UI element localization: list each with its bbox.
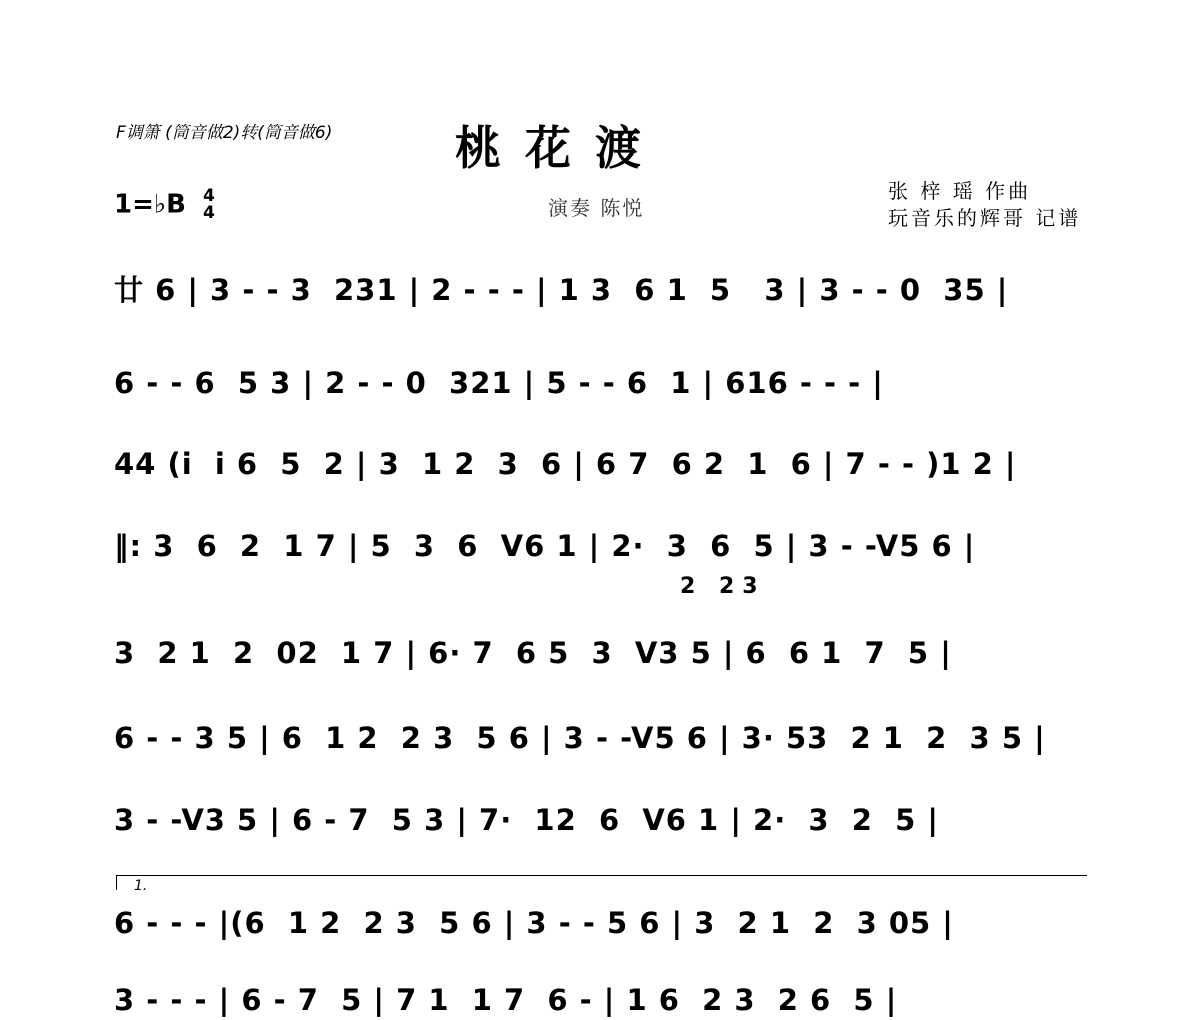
staff-line-1: 廿 6 | 3 - - 3 231 | 2 - - - | 1 3 6 1 5 3 | 3 - - 0 35 | [114, 273, 1009, 307]
volta-label: 1. [134, 878, 148, 894]
staff-line-2: 6 - - 6 5 3 | 2 - - 0 321 | 5 - - 6 1 | 616 - - - | [114, 366, 884, 400]
key-signature-text: 1=♭B [114, 189, 186, 220]
staff-line-6: 6 - - 3 5 | 6 1 2 2 3 5 6 | 3 - -V5 6 | 3· 53 2 1 2 3 5 | [114, 721, 1046, 755]
staff-line-7: 3 - -V3 5 | 6 - 7 5 3 | 7· 12 6 V6 1 | 2· 3 2 5 | [114, 803, 940, 837]
staff-line-8: 6 - - - |(6 1 2 2 3 5 6 | 3 - - 5 6 | 3 2 1 2 3 05 | [114, 906, 954, 940]
time-signature-top: 4 [203, 186, 215, 206]
staff-line-4: ‖: 3 6 2 1 7 | 5 3 6 V6 1 | 2· 3 6 5 | 3 - -V5 6 | [114, 529, 976, 563]
time-signature-bottom: 4 [203, 203, 215, 223]
transcriber: 玩音乐的辉哥 记谱 [888, 206, 1082, 230]
lower-voice: 2 23 [680, 574, 766, 599]
staff-line-3: 44 (i i 6 5 2 | 3 1 2 3 6 | 6 7 6 2 1 6 | 7 - - )1 2 | [114, 447, 1017, 481]
key-note: F调箫 (筒音做2)转(筒音做6) [116, 123, 333, 143]
staff-line-5: 3 2 1 2 02 1 7 | 6· 7 6 5 3 V3 5 | 6 6 1 7 5 | [114, 636, 952, 670]
credits [888, 178, 1081, 232]
page-title: 桃 花 渡 [455, 121, 646, 175]
staff-line-9: 3 - - - | 6 - 7 5 | 7 1 1 7 6 - | 1 6 2 3 2 6 5 | [114, 983, 898, 1017]
composer: 张 梓 瑶 作曲 [888, 179, 1032, 203]
volta-bracket [116, 875, 1087, 890]
time-signature [203, 188, 215, 222]
performer: 演奏 陈悦 [548, 196, 645, 220]
key-signature [114, 188, 215, 222]
